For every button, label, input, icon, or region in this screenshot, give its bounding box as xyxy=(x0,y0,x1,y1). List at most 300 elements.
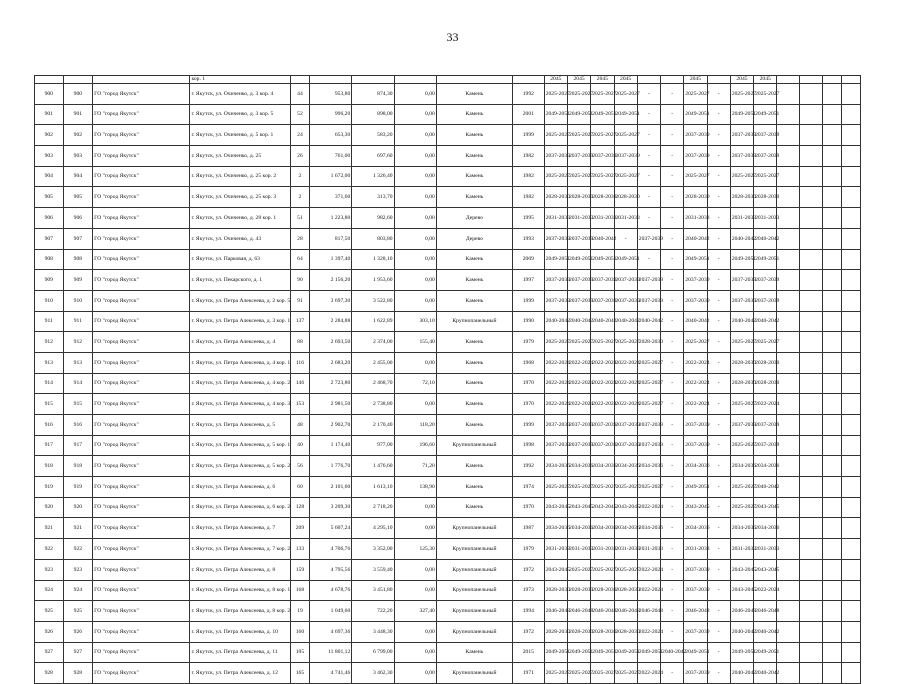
nonresidential-area-cell: 0,00 xyxy=(394,270,436,291)
total-area-cell: 1 776,70 xyxy=(309,456,351,477)
cell-empty xyxy=(777,415,799,436)
total-area-cell: 653,30 xyxy=(309,125,351,146)
row-number-cell: 918 xyxy=(35,456,64,477)
municipality-cell: ГО "город Якутск" xyxy=(93,166,190,187)
period-cell: 2037-2039 xyxy=(591,435,614,456)
period-cell: 2040-2042 xyxy=(754,228,777,249)
period-cell: - xyxy=(707,166,730,187)
period-cell: - xyxy=(661,539,684,560)
cell-empty xyxy=(822,518,841,539)
period-cell: 2034-2036 xyxy=(754,456,777,477)
apartments-count-cell: 209 xyxy=(290,518,309,539)
wall-material-cell: Камень xyxy=(436,125,512,146)
address-cell: г. Якутск, ул. Очиченко, д. 25 кор. 3 xyxy=(190,187,290,208)
period-cell: 2037-2039 xyxy=(544,435,567,456)
cell-empty xyxy=(841,415,860,436)
sequence-number-cell: 921 xyxy=(63,518,93,539)
period-cell: - xyxy=(707,270,730,291)
table-row xyxy=(35,208,861,229)
build-year-cell: 1968 xyxy=(512,352,544,373)
municipality-cell: ГО "город Якутск" xyxy=(93,497,190,518)
period-cell: 2034-2036 xyxy=(637,518,660,539)
period-cell: 2037-2039 xyxy=(591,290,614,311)
municipality-cell: ГО "город Якутск" xyxy=(93,146,190,167)
period-cell: 2025-2027 xyxy=(544,663,567,684)
period-cell: 2049-2051 xyxy=(614,249,637,270)
period-cell: 2037-2039 xyxy=(730,415,753,436)
period-cell: 2040-2042 xyxy=(591,228,614,249)
municipality-cell: ГО "город Якутск" xyxy=(93,290,190,311)
period-cell: 2031-2033 xyxy=(637,539,660,560)
period-cell: 2049-2051 xyxy=(730,104,753,125)
cell-empty xyxy=(394,76,436,84)
period-cell: 2037-2039 xyxy=(567,435,590,456)
period-cell: 2049-2051 xyxy=(754,104,777,125)
build-year-cell: 1997 xyxy=(512,270,544,291)
period-cell: 2037-2039 xyxy=(567,146,590,167)
period-cell: 2046-2048 xyxy=(591,601,614,622)
period-cell: - xyxy=(661,290,684,311)
period-cell: 2031-2033 xyxy=(567,539,590,560)
period-cell: 2043-2045 xyxy=(544,497,567,518)
sequence-number-cell: 927 xyxy=(63,642,93,663)
cell-empty xyxy=(822,187,841,208)
wall-material-cell: Крупнопанельный xyxy=(436,580,512,601)
table-row xyxy=(35,601,861,622)
period-cell: - xyxy=(707,146,730,167)
period-cell: 2049-2051 xyxy=(730,249,753,270)
cell-empty xyxy=(799,332,822,353)
period-cell: 2049-2051 xyxy=(591,249,614,270)
period-cell: - xyxy=(661,249,684,270)
period-cell: 2022-2024 xyxy=(684,373,707,394)
period-cell: 2040-2042 xyxy=(567,311,590,332)
address-cell: г. Якутск, ул. Петра Алексеева, д. 7 xyxy=(190,518,290,539)
row-number-cell: 912 xyxy=(35,332,64,353)
apartments-count-cell: 44 xyxy=(290,84,309,105)
cell-empty xyxy=(799,146,822,167)
build-year-cell: 1972 xyxy=(512,621,544,642)
period-cell: 2037-2039 xyxy=(567,415,590,436)
cell-empty xyxy=(841,477,860,498)
period-cell: 2045 xyxy=(614,76,637,84)
address-cell: г. Якутск, ул. Петра Алексеева, д. 5 xyxy=(190,415,290,436)
period-cell: 2040-2042 xyxy=(730,621,753,642)
municipality-cell: ГО "город Якутск" xyxy=(93,228,190,249)
cell-empty xyxy=(799,642,822,663)
cell-empty xyxy=(799,290,822,311)
period-cell: - xyxy=(707,84,730,105)
period-cell: 2025-2027 xyxy=(567,84,590,105)
period-cell: 2022-2024 xyxy=(637,663,660,684)
table-row xyxy=(35,415,861,436)
build-year-cell: 2009 xyxy=(512,249,544,270)
municipality-cell: ГО "город Якутск" xyxy=(93,104,190,125)
period-cell: 2025-2027 xyxy=(591,663,614,684)
period-cell xyxy=(637,76,660,84)
cell-empty xyxy=(777,663,799,684)
total-area-cell: 4 741,46 xyxy=(309,663,351,684)
period-cell: 2031-2033 xyxy=(591,539,614,560)
period-cell: 2037-2039 xyxy=(544,270,567,291)
table-row xyxy=(35,84,861,105)
period-cell: 2025-2027 xyxy=(591,559,614,580)
period-cell: 2028-2030 xyxy=(544,187,567,208)
municipality-cell: ГО "город Якутск" xyxy=(93,559,190,580)
period-cell: 2025-2027 xyxy=(754,166,777,187)
cell-empty xyxy=(777,373,799,394)
table-row xyxy=(35,249,861,270)
address-cell: г. Якутск, ул. Петра Алексеева, д. 5 кор. 2 xyxy=(190,456,290,477)
cell-empty xyxy=(822,559,841,580)
living-area-cell: 2 455,00 xyxy=(352,352,394,373)
living-area-cell: 2 718,20 xyxy=(352,497,394,518)
nonresidential-area-cell: 0,00 xyxy=(394,352,436,373)
cell-empty xyxy=(841,146,860,167)
cell-empty xyxy=(777,84,799,105)
housing-registry-table xyxy=(34,75,861,684)
build-year-cell: 1999 xyxy=(512,415,544,436)
period-cell: - xyxy=(707,477,730,498)
total-area-cell: 2 723,80 xyxy=(309,373,351,394)
cell-empty xyxy=(841,166,860,187)
row-number-cell: 914 xyxy=(35,373,64,394)
apartments-count-cell: 159 xyxy=(290,559,309,580)
cell-empty xyxy=(841,373,860,394)
period-cell: - xyxy=(661,435,684,456)
period-cell: 2025-2027 xyxy=(754,84,777,105)
period-cell: - xyxy=(661,270,684,291)
cell-empty xyxy=(777,187,799,208)
sequence-number-cell: 926 xyxy=(63,621,93,642)
nonresidential-area-cell: 0,00 xyxy=(394,249,436,270)
address-cell: г. Якутск, ул. Пекарского, д. 1 xyxy=(190,270,290,291)
living-area-cell: 3 451,80 xyxy=(352,580,394,601)
period-cell: 2037-2039 xyxy=(614,415,637,436)
period-cell: - xyxy=(661,208,684,229)
municipality-cell: ГО "город Якутск" xyxy=(93,187,190,208)
period-cell: 2049-2051 xyxy=(684,477,707,498)
table-row xyxy=(35,228,861,249)
living-area-cell: 3 462,30 xyxy=(352,663,394,684)
period-cell: 2045 xyxy=(567,76,590,84)
period-cell: 2031-2033 xyxy=(614,539,637,560)
period-cell: 2043-2045 xyxy=(614,497,637,518)
living-area-cell: 2 374,00 xyxy=(352,332,394,353)
cell-empty xyxy=(799,415,822,436)
period-cell: 2025-2027 xyxy=(684,332,707,353)
period-cell: - xyxy=(707,352,730,373)
cell-empty xyxy=(841,249,860,270)
nonresidential-area-cell: 0,00 xyxy=(394,642,436,663)
period-cell: - xyxy=(661,311,684,332)
living-area-cell: 898,00 xyxy=(352,104,394,125)
municipality-cell: ГО "город Якутск" xyxy=(93,621,190,642)
municipality-cell: ГО "город Якутск" xyxy=(93,311,190,332)
period-cell: 2037-2039 xyxy=(730,270,753,291)
period-cell: 2025-2027 xyxy=(544,84,567,105)
wall-material-cell: Камень xyxy=(436,352,512,373)
cell-empty xyxy=(799,228,822,249)
build-year-cell: 1970 xyxy=(512,394,544,415)
period-cell: 2046-2048 xyxy=(567,601,590,622)
living-area-cell: 3 522,80 xyxy=(352,290,394,311)
period-cell: - xyxy=(707,311,730,332)
cell-empty xyxy=(777,270,799,291)
municipality-cell: ГО "город Якутск" xyxy=(93,518,190,539)
cell-empty xyxy=(799,125,822,146)
period-cell: 2043-2045 xyxy=(730,580,753,601)
cell-empty xyxy=(822,290,841,311)
period-cell: 2049-2051 xyxy=(567,104,590,125)
municipality-cell: ГО "город Якутск" xyxy=(93,270,190,291)
cell-empty xyxy=(822,373,841,394)
period-cell: 2037-2039 xyxy=(637,270,660,291)
build-year-cell: 1971 xyxy=(512,663,544,684)
period-cell: - xyxy=(707,373,730,394)
period-cell: 2034-2036 xyxy=(544,456,567,477)
period-cell: 2049-2051 xyxy=(591,642,614,663)
period-cell: 2025-2027 xyxy=(730,166,753,187)
row-number-cell: 917 xyxy=(35,435,64,456)
nonresidential-area-cell: 0,00 xyxy=(394,518,436,539)
period-cell: 2037-2039 xyxy=(544,415,567,436)
cell-empty xyxy=(822,332,841,353)
cell-empty xyxy=(841,76,860,84)
period-cell: 2025-2027 xyxy=(591,477,614,498)
period-cell: 2037-2039 xyxy=(684,290,707,311)
period-cell: 2037-2039 xyxy=(614,435,637,456)
cell-empty xyxy=(799,104,822,125)
row-number-cell: 921 xyxy=(35,518,64,539)
period-cell: 2028-2030 xyxy=(730,187,753,208)
living-area-cell: 1 953,60 xyxy=(352,270,394,291)
municipality-cell: ГО "город Якутск" xyxy=(93,373,190,394)
cell-empty xyxy=(799,580,822,601)
period-cell: 2040-2042 xyxy=(544,311,567,332)
period-cell: 2028-2030 xyxy=(591,580,614,601)
wall-material-cell: Дерево xyxy=(436,208,512,229)
apartments-count-cell: 28 xyxy=(290,228,309,249)
table-row xyxy=(35,187,861,208)
period-cell: 2040-2042 xyxy=(730,663,753,684)
living-area-cell: 2 468,70 xyxy=(352,373,394,394)
cell-empty xyxy=(777,166,799,187)
table-row xyxy=(35,621,861,642)
wall-material-cell: Крупнопанельный xyxy=(436,601,512,622)
period-cell: 2040-2042 xyxy=(684,228,707,249)
period-cell: 2034-2036 xyxy=(684,518,707,539)
sequence-number-cell: 906 xyxy=(63,208,93,229)
cell-empty xyxy=(822,539,841,560)
period-cell: - xyxy=(661,415,684,436)
living-area-cell: 803,80 xyxy=(352,228,394,249)
sequence-number-cell: 917 xyxy=(63,435,93,456)
cell-empty xyxy=(822,311,841,332)
period-cell: 2028-2030 xyxy=(730,352,753,373)
cell-empty xyxy=(841,352,860,373)
nonresidential-area-cell: 0,00 xyxy=(394,187,436,208)
period-cell: 2037-2039 xyxy=(684,415,707,436)
apartments-count-cell: 64 xyxy=(290,249,309,270)
period-cell: 2043-2045 xyxy=(754,559,777,580)
total-area-cell: 996,20 xyxy=(309,104,351,125)
wall-material-cell: Камень xyxy=(436,84,512,105)
cell-empty xyxy=(822,394,841,415)
period-cell: 2028-2030 xyxy=(544,621,567,642)
table-row xyxy=(35,166,861,187)
cell-empty xyxy=(822,104,841,125)
table-row xyxy=(35,580,861,601)
period-cell: 2049-2051 xyxy=(637,642,660,663)
municipality-cell: ГО "город Якутск" xyxy=(93,601,190,622)
table-row xyxy=(35,332,861,353)
period-cell: 2031-2033 xyxy=(684,208,707,229)
build-year-cell: 1970 xyxy=(512,497,544,518)
wall-material-cell: Камень xyxy=(436,373,512,394)
period-cell: - xyxy=(707,187,730,208)
address-cell: г. Якутск, ул. Очиченко, д. 43 xyxy=(190,228,290,249)
municipality-cell: ГО "город Якутск" xyxy=(93,663,190,684)
cell-empty xyxy=(822,146,841,167)
period-cell: 2045 xyxy=(754,76,777,84)
total-area-cell: 1 672,00 xyxy=(309,166,351,187)
period-cell: - xyxy=(637,208,660,229)
nonresidential-area-cell: 0,00 xyxy=(394,290,436,311)
cell-empty xyxy=(777,125,799,146)
cell-empty xyxy=(841,187,860,208)
cell-empty xyxy=(352,76,394,84)
sequence-number-cell: 924 xyxy=(63,580,93,601)
period-cell: 2022-2024 xyxy=(637,497,660,518)
period-cell: 2022-2024 xyxy=(544,352,567,373)
period-cell: - xyxy=(637,166,660,187)
sequence-number-cell: 912 xyxy=(63,332,93,353)
period-cell: - xyxy=(661,497,684,518)
row-number-cell: 927 xyxy=(35,642,64,663)
apartments-count-cell: 40 xyxy=(290,435,309,456)
period-cell: 2028-2030 xyxy=(754,187,777,208)
period-cell: 2037-2039 xyxy=(544,290,567,311)
address-cell: г. Якутск, ул. Очиченко, д. 3 кор. 5 xyxy=(190,104,290,125)
living-area-cell: 977,00 xyxy=(352,435,394,456)
total-area-cell: 2 902,70 xyxy=(309,415,351,436)
cell-empty xyxy=(799,601,822,622)
cell-empty xyxy=(799,84,822,105)
period-cell: 2025-2027 xyxy=(614,477,637,498)
cell-empty xyxy=(822,580,841,601)
period-cell: 2025-2027 xyxy=(567,663,590,684)
sequence-number-cell: 910 xyxy=(63,290,93,311)
wall-material-cell: Камень xyxy=(436,249,512,270)
wall-material-cell: Крупнопанельный xyxy=(436,663,512,684)
period-cell: - xyxy=(661,394,684,415)
living-area-cell: 722,20 xyxy=(352,601,394,622)
period-cell: - xyxy=(707,601,730,622)
total-area-cell: 2 101,60 xyxy=(309,477,351,498)
period-cell xyxy=(661,76,684,84)
cell-empty xyxy=(799,435,822,456)
period-cell: 2049-2051 xyxy=(544,249,567,270)
period-cell: 2037-2039 xyxy=(614,270,637,291)
cell-empty xyxy=(799,456,822,477)
period-cell: - xyxy=(661,352,684,373)
period-cell: 2031-2033 xyxy=(567,208,590,229)
period-cell: 2025-2027 xyxy=(730,477,753,498)
period-cell: 2037-2039 xyxy=(637,415,660,436)
row-number-cell: 909 xyxy=(35,270,64,291)
wall-material-cell: Камень xyxy=(436,290,512,311)
municipality-cell: ГО "город Якутск" xyxy=(93,84,190,105)
apartments-count-cell: 19 xyxy=(290,601,309,622)
cell-empty xyxy=(841,435,860,456)
period-cell: - xyxy=(707,332,730,353)
cell-empty xyxy=(777,559,799,580)
cell-empty xyxy=(822,477,841,498)
cell-empty xyxy=(777,290,799,311)
apartments-count-cell: 51 xyxy=(290,208,309,229)
period-cell: 2025-2027 xyxy=(684,166,707,187)
total-area-cell: 4 678,76 xyxy=(309,580,351,601)
period-cell: - xyxy=(707,497,730,518)
cell-empty xyxy=(799,352,822,373)
period-cell: - xyxy=(707,415,730,436)
period-cell: - xyxy=(707,249,730,270)
address-cell: г. Якутск, ул. Петра Алексеева, д. 5 кор. 1 xyxy=(190,435,290,456)
nonresidential-area-cell: 125,30 xyxy=(394,539,436,560)
address-cell: г. Якутск, ул. Петра Алексеева, д. 4 кор. 1 xyxy=(190,352,290,373)
period-cell: 2031-2033 xyxy=(544,208,567,229)
cell-empty xyxy=(841,332,860,353)
period-cell: 2045 xyxy=(684,76,707,84)
cell-empty xyxy=(799,539,822,560)
apartments-count-cell: 90 xyxy=(290,270,309,291)
period-cell: - xyxy=(661,580,684,601)
living-area-cell: 3 352,00 xyxy=(352,539,394,560)
row-number-cell: 902 xyxy=(35,125,64,146)
total-area-cell: 2 156,20 xyxy=(309,270,351,291)
sequence-number-cell: 922 xyxy=(63,539,93,560)
cell-empty xyxy=(63,76,93,84)
apartments-count-cell: 116 xyxy=(290,352,309,373)
period-cell: - xyxy=(661,146,684,167)
period-cell: 2025-2027 xyxy=(730,435,753,456)
build-year-cell: 1987 xyxy=(512,518,544,539)
nonresidential-area-cell: 0,00 xyxy=(394,559,436,580)
total-area-cell: 1 049,60 xyxy=(309,601,351,622)
period-cell: - xyxy=(707,518,730,539)
build-year-cell: 1999 xyxy=(512,125,544,146)
period-cell: - xyxy=(707,104,730,125)
period-cell: 2031-2033 xyxy=(591,208,614,229)
wall-material-cell: Камень xyxy=(436,270,512,291)
living-area-cell: 3 448,30 xyxy=(352,621,394,642)
cell-empty xyxy=(309,76,351,84)
period-cell: 2037-2039 xyxy=(684,146,707,167)
cell-empty xyxy=(777,332,799,353)
wall-material-cell: Камень xyxy=(436,415,512,436)
wall-material-cell: Камень xyxy=(436,642,512,663)
period-cell: 2040-2042 xyxy=(591,311,614,332)
living-area-cell: 874,30 xyxy=(352,84,394,105)
table-row xyxy=(35,497,861,518)
period-cell: 2022-2024 xyxy=(754,394,777,415)
period-cell: 2034-2036 xyxy=(614,518,637,539)
period-cell: - xyxy=(707,663,730,684)
address-cell: г. Якутск, ул. Очиченко, д. 25 xyxy=(190,146,290,167)
total-area-cell: 4 697,36 xyxy=(309,621,351,642)
period-cell: 2043-2045 xyxy=(544,559,567,580)
